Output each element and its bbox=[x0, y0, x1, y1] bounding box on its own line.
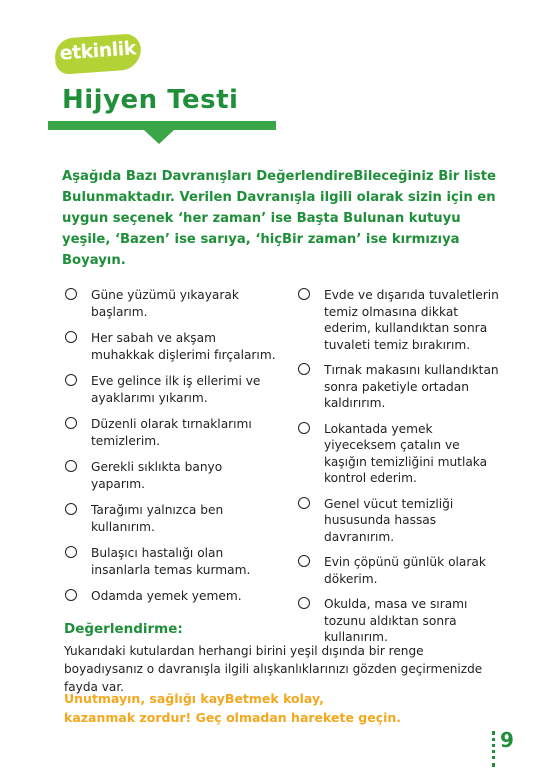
checklist-item-text: Bulaşıcı hastalığı olan insanlarla temas kurmam. bbox=[91, 546, 251, 577]
checklist-item-text: Evin çöpünü günlük olarak dökerim. bbox=[324, 555, 486, 586]
answer-circle-icon[interactable] bbox=[298, 597, 310, 609]
page-title: Hijyen Testi bbox=[62, 85, 239, 115]
slogan-line-2: kazanmak zordur! Geç olmadan harekete geçin. bbox=[64, 710, 402, 725]
checklist-item-text: Evde ve dışarıda tuvaletlerin temiz olmasına dikkat ederim, kullandıktan sonra tuvaleti temiz bırakırım. bbox=[324, 288, 499, 352]
checklist-item bbox=[64, 416, 279, 449]
title-underline-bar bbox=[48, 121, 276, 130]
checklist-item-text: Düzenli olarak tırnaklarımı temizlerim. bbox=[91, 417, 252, 448]
checklist-item-text: Güne yüzümü yıkayarak başlarım. bbox=[91, 288, 239, 319]
answer-circle-icon[interactable] bbox=[65, 417, 77, 429]
checklist-item bbox=[64, 588, 279, 605]
answer-circle-icon[interactable] bbox=[65, 288, 77, 300]
checklist-item bbox=[297, 287, 502, 353]
instructions-text: Aşağıda Bazı Davranışları DeğerlendireBileceğiniz Bir liste Bulunmaktadır. Verilen Davranışla ilgili olarak sizin için en uygun seçenek ‘her zaman’ ise Başta Bulunan kutuyu yeşile, ‘Bazen’ ise sarıya, ‘hiçBir zaman’ ise kırmızıya Boyayın. bbox=[62, 169, 496, 268]
checklist-item-text: Odamda yemek yemem. bbox=[91, 589, 242, 603]
page-number-dots bbox=[492, 731, 498, 767]
checklist-item-text: Lokantada yemek yiyeceksem çatalın ve kaşığın temizliğini mutlaka kontrol ederim. bbox=[324, 421, 488, 485]
answer-circle-icon[interactable] bbox=[65, 546, 77, 558]
slogan-line-1: Unutmayın, sağlığı kayBetmek kolay, bbox=[64, 691, 324, 706]
checklist-left-column bbox=[64, 287, 279, 615]
checklist-item bbox=[297, 596, 502, 646]
answer-circle-icon[interactable] bbox=[65, 503, 77, 515]
answer-circle-icon[interactable] bbox=[65, 374, 77, 386]
evaluation-text: Yukarıdaki kutulardan herhangi birini yeşil dışında bir renge boyadıysanız o davranışla ilgili alışkanlıklarınızı gözden geçirmenizde fayda var. bbox=[64, 644, 483, 694]
checklist-item-text: Her sabah ve akşam muhakkak dişlerimi fırçalarım. bbox=[91, 331, 276, 362]
answer-circle-icon[interactable] bbox=[65, 460, 77, 472]
answer-circle-icon[interactable] bbox=[65, 589, 77, 601]
checklist-item-text: Gerekli sıklıkta banyo yaparım. bbox=[91, 460, 223, 491]
checklist-item-text: Tarağımı yalnızca ben kullanırım. bbox=[91, 503, 224, 534]
activity-badge-label: etkinlik bbox=[58, 37, 137, 65]
page-number: 9 bbox=[500, 728, 514, 752]
checklist-item-text: Okulda, masa ve sıramı tozunu aldıktan sonra kullanırım. bbox=[324, 597, 468, 644]
evaluation-heading: Değerlendirme: bbox=[64, 621, 183, 637]
checklist-item-text: Tırnak makasını kullandıktan sonra paketiyle ortadan kaldırırım. bbox=[324, 363, 499, 410]
activity-badge bbox=[54, 33, 142, 75]
checklist-item bbox=[297, 421, 502, 487]
checklist-item bbox=[297, 496, 502, 546]
answer-circle-icon[interactable] bbox=[65, 331, 77, 343]
checklist-item bbox=[64, 502, 279, 535]
checklist-item bbox=[297, 362, 502, 412]
answer-circle-icon[interactable] bbox=[298, 288, 310, 300]
checklist-item bbox=[64, 373, 279, 406]
answer-circle-icon[interactable] bbox=[298, 422, 310, 434]
answer-circle-icon[interactable] bbox=[298, 555, 310, 567]
checklist-item bbox=[64, 459, 279, 492]
checklist-right-column bbox=[297, 287, 502, 655]
checklist-item bbox=[64, 287, 279, 320]
checklist-item bbox=[64, 545, 279, 578]
title-pointer-triangle bbox=[144, 130, 174, 144]
answer-circle-icon[interactable] bbox=[298, 363, 310, 375]
answer-circle-icon[interactable] bbox=[298, 497, 310, 509]
checklist-item bbox=[297, 554, 502, 587]
checklist-item-text: Genel vücut temizliği hususunda hassas davranırım. bbox=[324, 496, 454, 544]
checklist-item bbox=[64, 330, 279, 363]
slogan bbox=[64, 689, 484, 727]
checklist-item-text: Eve gelince ilk iş ellerimi ve ayaklarımı yıkarım. bbox=[91, 374, 261, 405]
